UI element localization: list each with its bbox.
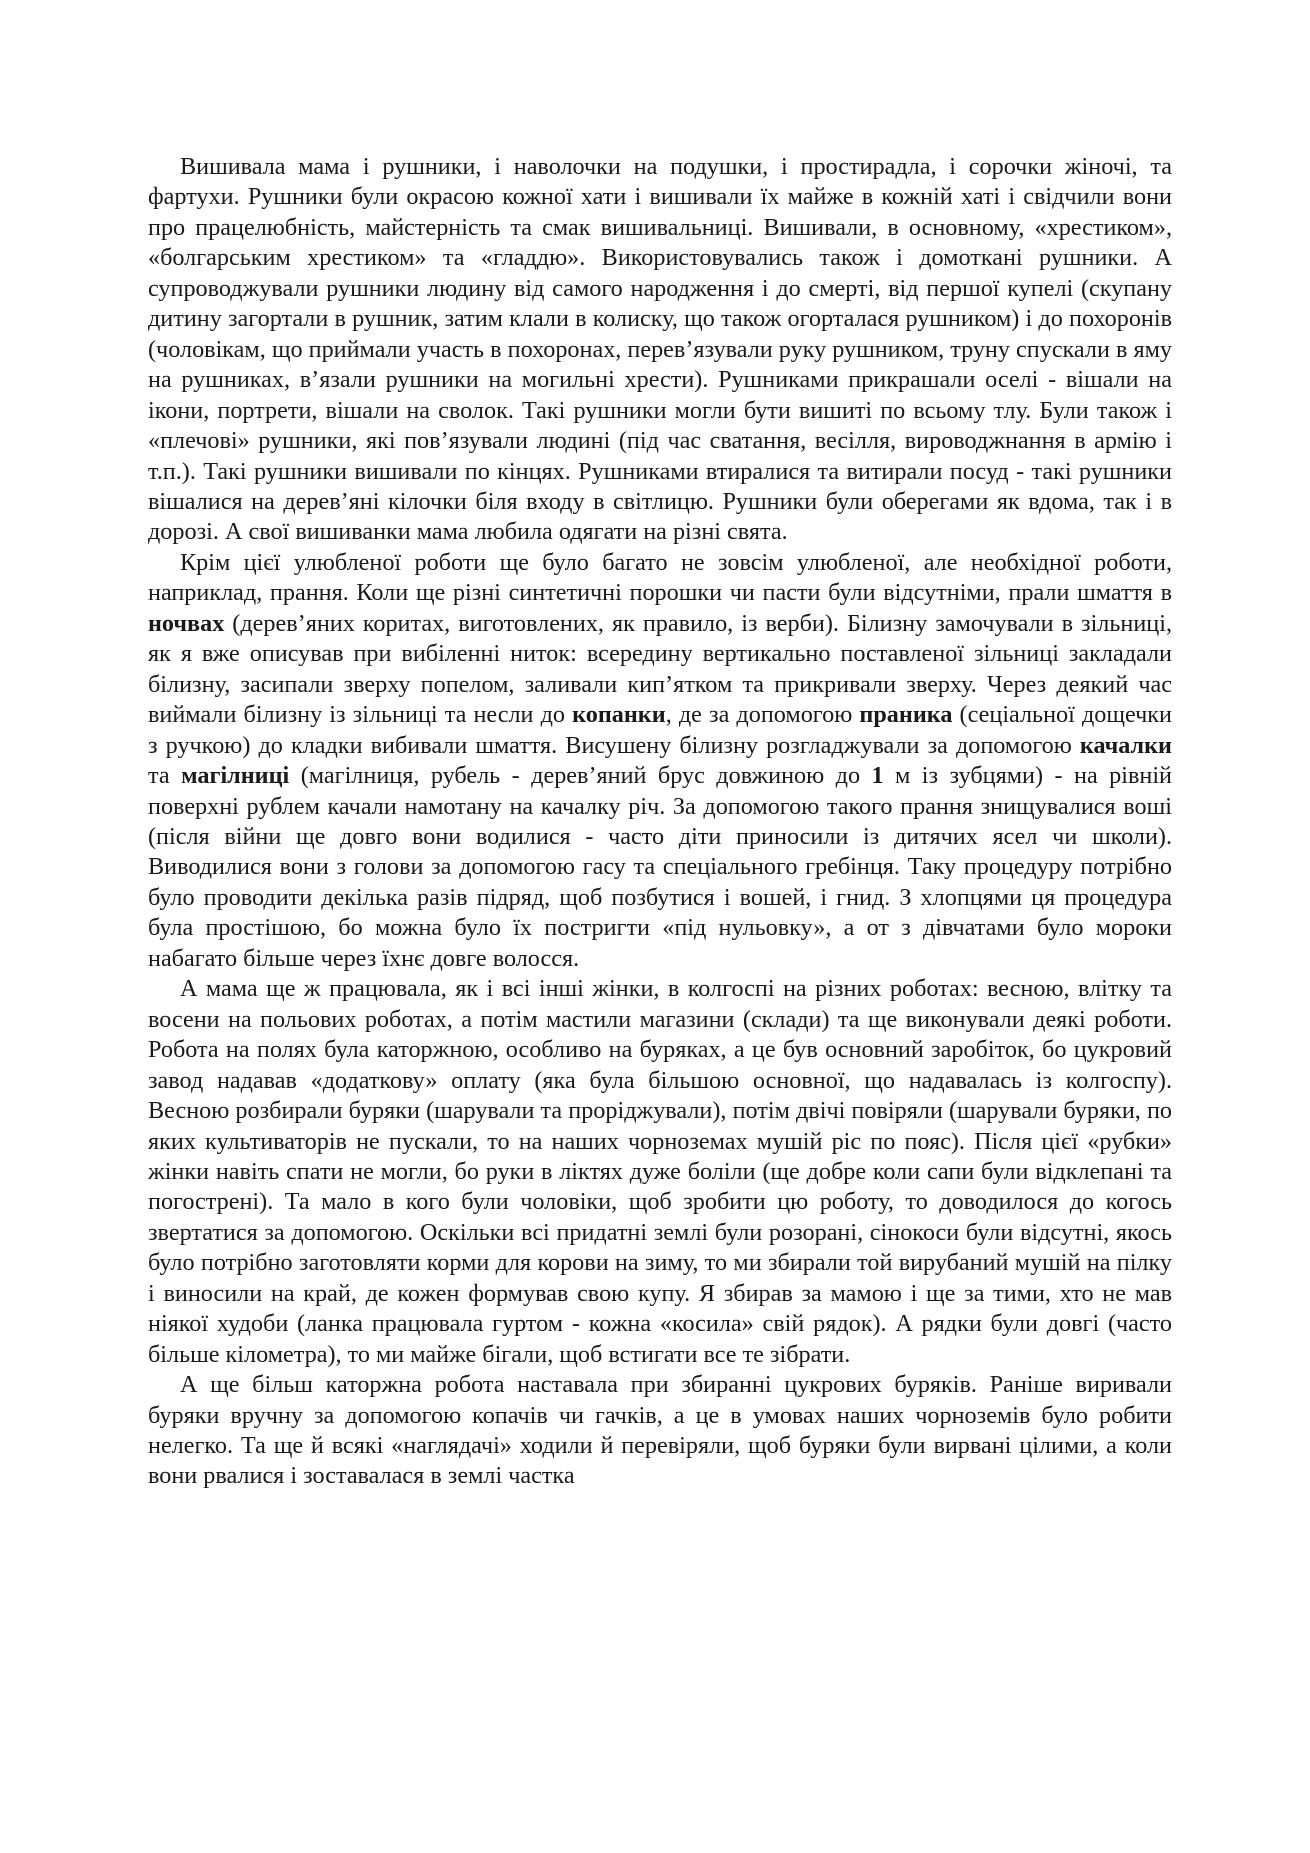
text-segment: А ще більш каторжна робота наставала при збиранні цукрових буряків. Раніше виривали буряки вручну за допомогою копачів чи гачків, а це в умовах наших чорноземів було робити нелегко. Та ще й всякі «наглядачі» ходили й перевіряли, щоб буряки були вирвані цілими, а коли вони рвалися і зоставалася в землі частка (148, 1371, 1172, 1490)
bold-term: праника (859, 701, 953, 729)
text-segment: Крім цієї улюбленої роботи ще було багато не зовсім улюбленої, але необхідної роботи, наприклад, прання. Коли ще різні синтетичні порошки чи пасти були відсутніми, прали шмаття в (148, 548, 1172, 607)
bold-term: 1 (871, 762, 884, 790)
text-segment: А мама ще ж працювала, як і всі інші жінки, в колгоспі на різних роботах: весною, влітку та восени на польових роботах, а потім мастили магазини (склади) та ще виконували деякі роботи. Робота на полях була каторжною, особливо на буряках, а це був основний заробіток, бо цукровий завод надавав «додаткову» оплату (яка була більшою основної, що надавалась із колгоспу). Весною розбирали буряки (шарували та проріджували), потім двічі повіряли (шарували буряки, по яких культиваторів не пускали, то на наших чорноземах мушій ріс по пояс). Після цієї «рубки» жінки навіть спати не могли, бо руки в ліктях дуже боліли (ще добре коли сапи були відклепані та погострені). Та мало в кого були чоловіки, щоб зробити цю роботу, то доводилося до когось звертатися за допомогою. Оскільки всі придатні землі були розорані, сінокоси були відсутні, якось було потрібно заготовляти корми для корови на зиму, то ми збирали той вирубаний мушій на пілку і виносили на край, де кожен формував свою купу. Я збирав за мамою і ще за тими, хто не мав ніякої худоби (ланка працювала гуртом - кожна «косила» свій рядок). А рядки були довгі (часто більше кілометра), то ми майже бігали, щоб встигати все те зібрати. (148, 975, 1172, 1368)
paragraph-washing (148, 548, 1172, 974)
bold-term: ночвах (148, 609, 225, 637)
text-segment: (дерев’яних коритах, виготовлених, як правило, із верби). Білизну замочували в зільниці, як я вже описував при вибіленні ниток: всередину вертикально поставленої зільниці закладали білизну, засипали зверху попелом, заливали кип’ятком та прикривали зверху. Через деякий час виймали білизну із зільниці та несли до (148, 609, 1172, 729)
text-segment: та (148, 762, 182, 790)
text-segment: , де за допомогою (665, 701, 860, 729)
text-segment: (сеціальної дощечки з ручкою) до кладки вибивали шмаття. Висушену білизну розгладжували за допомогою (148, 701, 1172, 759)
bold-term: качалки (1079, 731, 1172, 759)
bold-term: магілниці (181, 762, 290, 790)
text-segment: (магілниця, рубель - дерев’яний брус довжиною до (289, 762, 872, 790)
document-page (148, 152, 1172, 1492)
paragraph-embroidery (148, 152, 1172, 548)
text-segment: Вишивала мама і рушники, і наволочки на подушки, і простирадла, і сорочки жіночі, та фартухи. Рушники були окрасою кожної хати і вишивали їх майже в кожній хаті і свідчили вони про працелюбність, майстерність та смак вишивальниці. Вишивали, в основному, «хрестиком», «болгарським хрестиком» та «гладдю». Використовувались також і домоткані рушники. А супроводжували рушники людину від самого народження і до смерті, від першої купелі (скупану дитину загортали в рушник, затим клали в колиску, що також огорталася рушником) і до похоронів (чоловікам, що приймали участь в похоронах, перев’язували руку рушником, труну спускали в яму на рушниках, в’язали рушники на могильні хрести). Рушниками прикрашали оселі - вішали на ікони, портрети, вішали на сволок. Такі рушники могли бути вишиті по всьому тлу. Були також і «плечові» рушники, які пов’язували людині (під час сватання, весілля, вироводжнання в армію і т.п.). Такі рушники вишивали по кінцях. Рушниками втиралися та витирали посуд - такі рушники вішалися на дерев’яні кілочки біля входу в світлицю. Рушники були оберегами як вдома, так і в дорозі. А свої вишиванки мама любила одягати на різні свята. (148, 153, 1172, 546)
paragraph-kolkhoz-work (148, 974, 1172, 1370)
bold-term: копанки (572, 701, 666, 729)
text-segment: м із зубцями) - на рівній поверхні рублем качали намотану на качалку річ. За допомогою такого прання знищувалися воші (після війни ще довго вони водилися - часто діти приносили із дитячих ясел чи школи). Виводилися вони з голови за допомогою гасу та спеціального гребінця. Таку процедуру потрібно було проводити декілька разів підряд, щоб позбутися і вошей, і гнид. З хлопцями ця процедура була простішою, бо можна було їх постригти «під нульовку», а от з дівчатами було мороки набагато більше через їхнє довге волосся. (148, 762, 1172, 972)
paragraph-beet-harvest (148, 1370, 1172, 1492)
